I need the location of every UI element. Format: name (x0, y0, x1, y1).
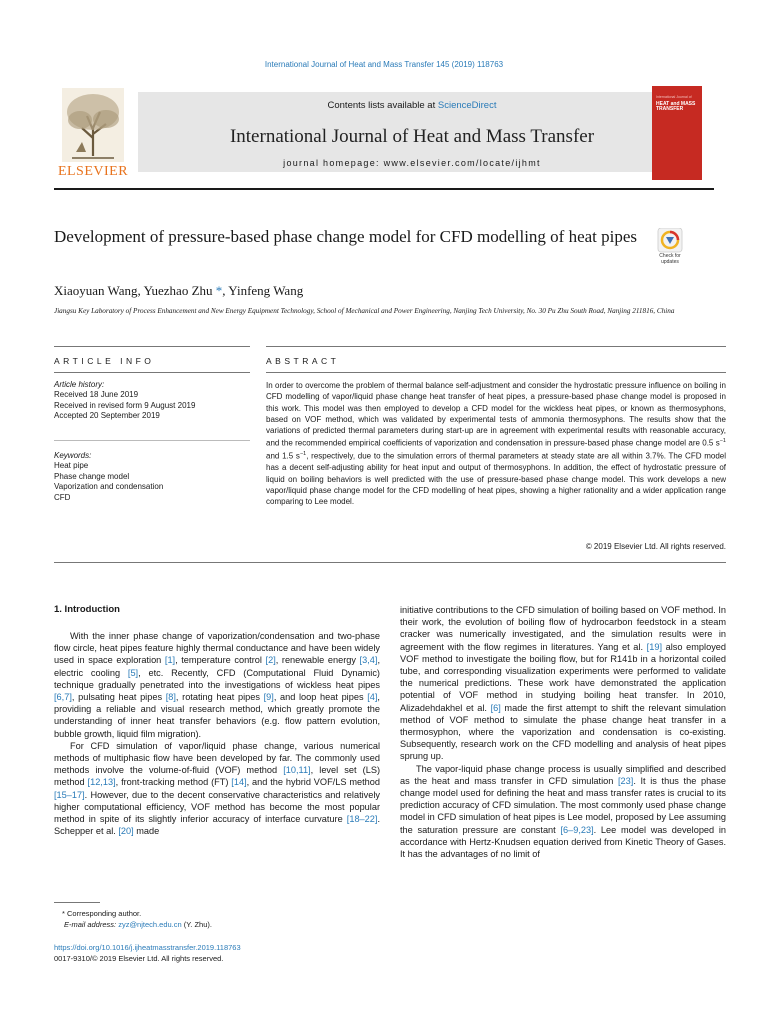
history-revised: Received in revised form 9 August 2019 (54, 400, 196, 410)
info-rule-2 (54, 372, 250, 373)
reference-link[interactable]: [3,4] (359, 655, 378, 666)
masthead (54, 86, 714, 182)
abstract-text: In order to overcome the problem of thermal balance self-adjustment and consider the hydrostatic pressure influence on boiling in CFD modelling of vapor/liquid phase change heat transfer of heat pipes, a pressure-based phase change model is proposed in this work. This model was then employed to develop a CFD model for the wickless heat pipes, or known as thermosyphons, based on VOF method, which was validated by experimental tests of ammonia thermosyphons. The results show that the variations of predicted thermal parameters during start-up are in agreement with experimental results with reasonable accuracy, and the recommended empirical coefficients of vaporization and condensation in pressure-based phase change model are 0.5 $s^{-1}$ and 1.5 $s^{-1}$, respectively, due to the simulation errors of thermal parameters at steady state are all within 3.7%. The CFD model has a decent self-adjusting ability for heat input and output of thermosyphons. In addition, the effect of hydrostatic pressure of liquid on boiling behaviors is well predicted with the use of pressure-based phase change model. This work develops a new vapor/liquid phase change model for the CFD modelling of heat pipes, showing a higher rationality and a wider application range comparing to Lee model. (266, 381, 726, 507)
reference-link[interactable]: [12,13] (87, 777, 116, 788)
keyword-item: CFD (54, 492, 71, 502)
abstract-bottom-rule (54, 562, 726, 563)
keyword-item: Vaporization and condensation (54, 482, 164, 492)
cover-small-text: International Journal of (656, 95, 692, 99)
reference-link[interactable]: [6,7] (54, 692, 72, 703)
corresponding-note: * Corresponding author. (62, 909, 142, 918)
reference-link[interactable]: [15–17] (54, 789, 85, 800)
issn-line: 0017-9310/© 2019 Elsevier Ltd. All rights reserved. (54, 954, 224, 963)
author-list: Xiaoyuan Wang, Yuezhao Zhu *, Yinfeng Wang (54, 283, 304, 298)
history-label: Article history: (54, 380, 105, 389)
journal-cover (652, 86, 702, 180)
left-column (54, 630, 380, 837)
keyword-item: Phase change model (54, 471, 130, 481)
right-column (400, 604, 726, 860)
contents-available: Contents lists available at ScienceDirect (327, 100, 497, 111)
email-note: E-mail address: zyz@njtech.edu.cn (Y. Zhu). (64, 920, 212, 929)
article-info-heading: ARTICLE INFO (54, 356, 155, 366)
history-divider (54, 440, 250, 441)
abstract-copyright: © 2019 Elsevier Ltd. All rights reserved. (585, 542, 726, 551)
reference-link[interactable]: [9] (263, 692, 274, 703)
reference-link[interactable]: [20] (118, 826, 134, 837)
article-history (54, 380, 250, 422)
elsevier-logo (54, 86, 132, 182)
doi-link[interactable]: https://doi.org/10.1016/j.ijheatmasstransfer.2019.118763 (54, 943, 241, 952)
reference-link[interactable]: [2] (265, 655, 276, 666)
check-for-updates-label: Check for updates (659, 253, 681, 265)
header-rule (54, 188, 714, 190)
section-heading: 1. Introduction (54, 604, 120, 615)
reference-link[interactable]: [6–9,23] (560, 824, 594, 835)
journal-homepage[interactable]: journal homepage: www.elsevier.com/locate/ijhmt (283, 158, 541, 168)
journal-citation[interactable]: International Journal of Heat and Mass Transfer 145 (2019) 118763 (264, 60, 504, 69)
paper-title: Development of pressure-based phase change model for CFD modelling of heat pipes (54, 227, 638, 246)
publisher-name: ELSEVIER (57, 164, 129, 179)
footnote-rule (54, 902, 100, 903)
reference-link[interactable]: [19] (646, 641, 662, 652)
intro-paragraph-2: For CFD simulation of vapor/liquid phase change, various numerical methods of multiphasic flow have been developed by far. The commonly used methods involve the volume-of-fluid (VOF) method [10,11], level set (LS) method [12,13], front-tracking method (FT) [14], and the hybrid VOF/LS method [15–17]. However, due to the decent conservative characteristics and relatively higher computational efficiency, VOF method has become the most popular method in spite of its slightly inferior accuracy of interface curvature [18–22]. Schepper et al. [20] made (54, 740, 381, 837)
intro-paragraph-1: With the inner phase change of vaporization/condensation and two-phase flow circle, heat pipes feature highly thermal conductance and have been widely used in space exploration [1], temperature control [2], renewable energy [3,4], electric cooling [5], etc. Recently, CFD (Computational Fluid Dynamic) technique gradually penetrated into the investigations of wickless heat pipes [6,7], pulsating heat pipes [8], rotating heat pipes [9], and loop heat pipes [4], providing a reliable and visual research method, which greatly promote the understanding of inner heat transfer behaviors (e.g. flow pattern evolution, bubble growth, liquid film migration). (54, 631, 380, 739)
cover-title: HEAT and MASS TRANSFER (656, 101, 696, 113)
reference-link[interactable]: [8] (165, 692, 176, 703)
sciencedirect-link[interactable]: ScienceDirect (437, 100, 497, 111)
abstract-heading: ABSTRACT (266, 356, 340, 366)
keyword-item: Heat pipe (54, 461, 89, 471)
reference-link[interactable]: [14] (231, 777, 247, 788)
journal-banner (138, 92, 686, 172)
journal-title: International Journal of Heat and Mass Transfer (229, 126, 595, 147)
intro-paragraph-4: The vapor-liquid phase change process is usually simplified and described as the heat and mass transfer in CFD simulation [23]. It is thus the phase change model used for defining the heat and mass transfer rates is crucial to its prediction accuracy of CFD simulation. The most commonly used phase change model in CFD simulation of heat pipes is Lee model, proposed by Lee assuming the saturation pressure are constant [6–9,23]. Lee model was developed in accordance with Hertz-Knudsen equation derived from Kinetic Theory of Gases. It has the advantages of no limit of (400, 763, 727, 860)
footnote (54, 908, 386, 930)
abstract-rule-2 (266, 372, 726, 373)
crossmark-icon (652, 228, 688, 254)
keywords-label: Keywords: (54, 451, 92, 460)
reference-link[interactable]: [10,11] (283, 765, 311, 776)
intro-paragraph-3: initiative contributions to the CFD simulation of boiling based on VOF method. In their work, the evolution of boiling flow of hydrocarbon feedstock in a steam cracker was numerically investigated, and the simulation results were in agreement with the flow regimes in literatures. Yang et al. [19] also employed VOF method to investigate the boiling flow, but for R141b in a horizontal coiled tube, and corresponding visualization experiments were performed to validate the numerical predictions. These work have demonstrated the application potential of VOF method in studying boiling heat transfer. In 2010, Alizadehdakhel et al. [6] made the first attempt to shift the relevant simulation method of VOF method to simulate the phase change heat transfer in a thermosyphon, where the vaporization and condensation is co-existing. Subsequently, research work on the CFD modelling and analysis of heat pipes sprung up. (400, 605, 727, 762)
reference-link[interactable]: [18–22] (346, 814, 378, 825)
keywords (54, 451, 250, 503)
reference-link[interactable]: [5] (127, 667, 139, 678)
reference-link[interactable]: [6] (490, 702, 501, 713)
doi-block (54, 942, 386, 964)
reference-link[interactable]: [23] (617, 775, 634, 786)
email-link[interactable]: zyz@njtech.edu.cn (118, 920, 182, 929)
corresponding-author-mark[interactable]: * (215, 283, 223, 298)
reference-link[interactable]: [4] (367, 692, 378, 703)
info-rule (54, 346, 250, 347)
history-accepted: Accepted 20 September 2019 (54, 411, 160, 421)
history-received: Received 18 June 2019 (54, 390, 139, 400)
affiliation: Jiangsu Key Laboratory of Process Enhancement and New Energy Equipment Technology, School of Mechanical and Power Engineering, Nanjing Tech University, No. 30 Pu Zhu South Road, Nanjing 211816, China (54, 307, 675, 315)
abstract-rule (266, 346, 726, 347)
check-for-updates-badge[interactable] (652, 228, 688, 272)
reference-link[interactable]: [1] (164, 655, 176, 666)
